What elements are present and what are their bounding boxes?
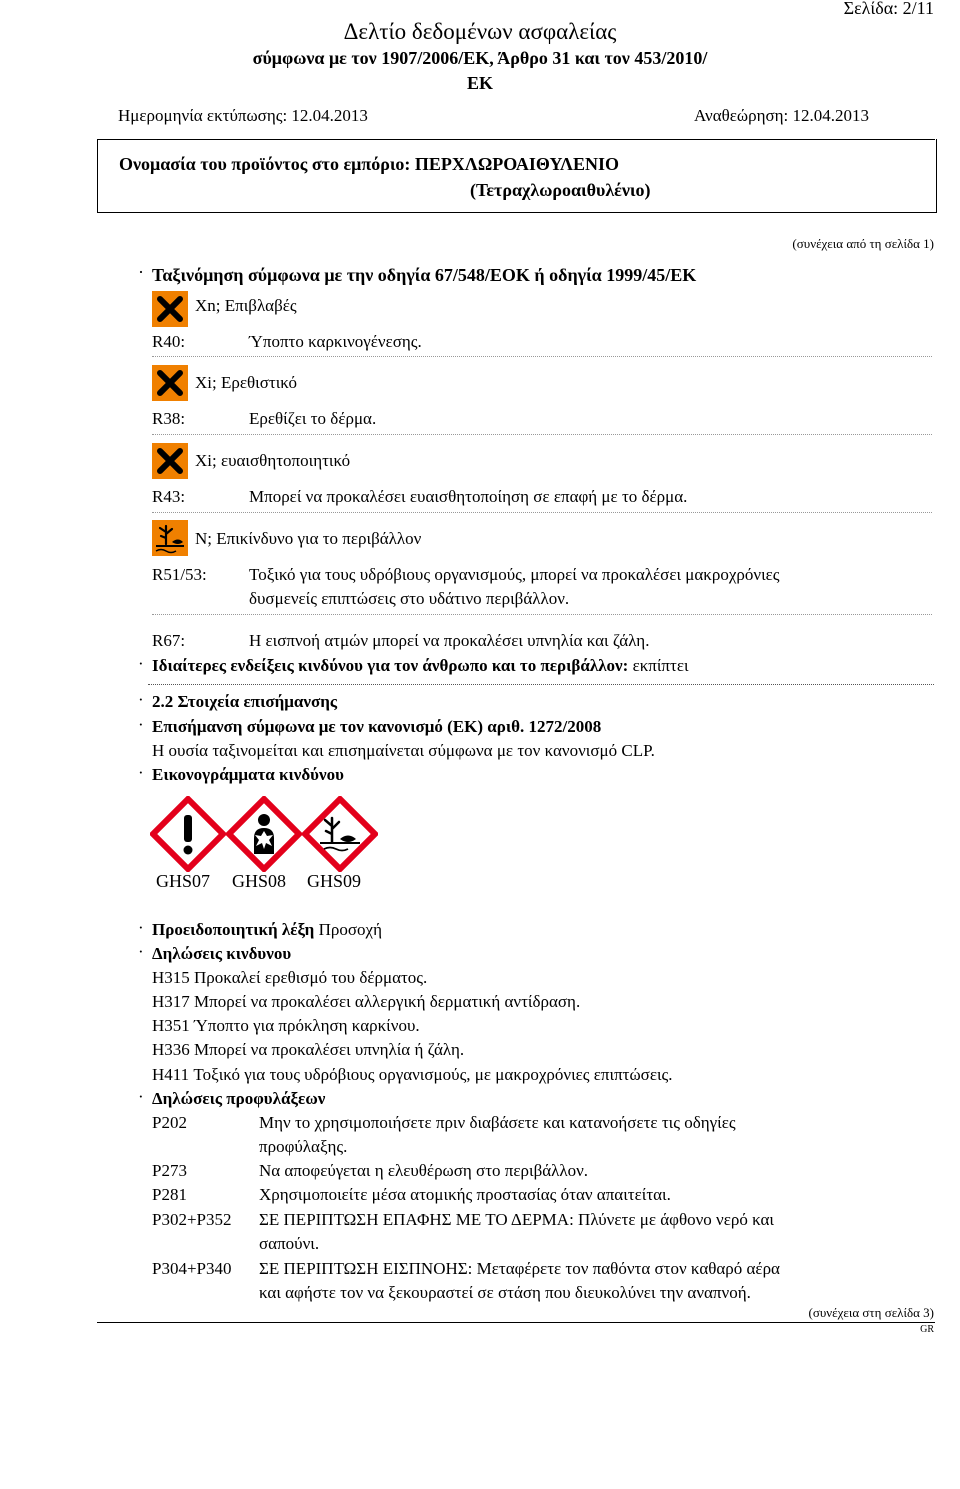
sensitising-x-icon: [152, 443, 188, 479]
precaution-text: ΣΕ ΠΕΡΙΠΤΩΣΗ ΕΙΣΠΝΟΗΣ: Μεταφέρετε τον παθόντα στον καθαρό αέρα: [259, 1259, 780, 1278]
text-r67: Η εισπνοή ατμών μπορεί να προκαλέσει υπνηλία και ζάλη.: [249, 631, 650, 650]
text-r38: Ερεθίζει το δέρμα.: [249, 409, 377, 428]
precaution-code: P273: [152, 1161, 187, 1180]
text-r51-53: Τοξικό για τους υδρόβιους οργανισμούς, μπορεί να προκαλέσει μακροχρόνιες: [249, 565, 780, 584]
signal-word-row: [152, 920, 382, 940]
ghs07-exclamation-icon: [150, 796, 226, 872]
environment-icon: [152, 520, 188, 556]
bullet: ·: [138, 654, 144, 673]
product-alt-name: (Τετραχλωροαιθυλένιο): [470, 180, 651, 200]
hazard-h315: H315 Προκαλεί ερεθισμό του δέρματος.: [152, 968, 428, 987]
precaution-code: P302+P352: [152, 1210, 232, 1229]
bullet: ·: [138, 918, 144, 937]
code-r67: R67:: [152, 631, 186, 650]
precaution-text: Μην το χρησιμοποιήσετε πριν διαβάσετε και κατανοήσετε τις οδηγίες: [259, 1113, 736, 1132]
revision-date: Αναθεώρηση: 12.04.2013: [694, 106, 869, 125]
page-number: Σελίδα: 2/11: [843, 0, 934, 18]
section-divider: [148, 684, 934, 685]
precaution-code: P304+P340: [152, 1259, 232, 1278]
regulation-label: Επισήμανση σύμφωνα με τον κανονισμό (ΕΚ) αριθ. 1272/2008: [152, 717, 602, 736]
precaution-text-cont: προφύλαξης.: [259, 1137, 348, 1156]
symbol-xi-sensitising: Xi; ευαισθητοποιητικό: [195, 451, 351, 470]
symbol-xi-irritant: Xi; Ερεθιστικό: [195, 373, 297, 392]
text-r40: Ύποπτο καρκινογένεσης.: [249, 332, 422, 351]
ghs08-label: GHS08: [232, 871, 287, 891]
ghs09-environment-icon: [302, 796, 378, 872]
code-r40: R40:: [152, 332, 186, 351]
special-hazards: [152, 656, 689, 676]
bullet: ·: [138, 763, 144, 782]
bullet: ·: [138, 1087, 144, 1106]
divider: [152, 356, 932, 357]
precaution-statements-label: Δηλώσεις προφυλάξεων: [152, 1089, 326, 1108]
ghs08-health-hazard-icon: [226, 796, 302, 872]
text-r51-53-cont: δυσμενείς επιπτώσεις στο υδάτινο περιβάλλον.: [249, 589, 570, 608]
product-name: Ονομασία του προϊόντος στο εμπόριο: ΠΕΡΧΛΩΡΟΑΙΘΥΛΕΝΙΟ: [119, 154, 619, 174]
bullet: ·: [138, 715, 144, 734]
pictograms-label: Εικονογράμματα κινδύνου: [152, 765, 344, 784]
precaution-text: Να αποφεύγεται η ελευθέρωση στο περιβάλλον.: [259, 1161, 589, 1180]
hazard-h351: H351 Ύποπτο για πρόκληση καρκίνου.: [152, 1016, 420, 1035]
symbol-n: N; Επικίνδυνο για το περιβάλλον: [195, 529, 422, 548]
footer-rule: [97, 1322, 935, 1323]
divider: [152, 512, 932, 513]
labelling-heading: 2.2 Στοιχεία επισήμανσης: [152, 692, 338, 711]
hazard-h411: H411 Τοξικό για τους υδρόβιους οργανισμούς, με μακροχρόνιες επιπτώσεις.: [152, 1065, 673, 1084]
hazard-h336: H336 Μπορεί να προκαλέσει υπνηλία ή ζάλη.: [152, 1040, 465, 1059]
hazard-h317: H317 Μπορεί να προκαλέσει αλλεργική δερματική αντίδραση.: [152, 992, 581, 1011]
precaution-text: ΣΕ ΠΕΡΙΠΤΩΣΗ ΕΠΑΦΗΣ ΜΕ ΤΟ ΔΕΡΜΑ: Πλύνετε με άφθονο νερό και: [259, 1210, 774, 1229]
bullet: ·: [138, 262, 144, 282]
divider: [152, 434, 932, 435]
document-subtitle: σύμφωνα με τον 1907/2006/ΕΚ, Άρθρο 31 και τον 453/2010/: [252, 48, 708, 68]
special-hazards-value: εκπίπτει: [632, 656, 689, 675]
bullet: ·: [138, 690, 144, 709]
bullet: ·: [138, 942, 144, 961]
continued-to: (συνέχεια στη σελίδα 3): [808, 1305, 934, 1320]
signal-word: Προσοχή: [318, 920, 382, 939]
continued-from: (συνέχεια από τη σελίδα 1): [792, 236, 934, 251]
language-code: GR: [920, 1324, 934, 1335]
document-title: Δελτίο δεδομένων ασφαλείας: [343, 19, 617, 44]
divider: [152, 614, 932, 615]
ghs07-label: GHS07: [156, 871, 211, 891]
harmful-x-icon: [152, 291, 188, 327]
symbol-xn: Xn; Επιβλαβές: [195, 296, 297, 315]
precaution-text-cont: σαπούνι.: [259, 1234, 320, 1253]
classification-heading: Ταξινόμηση σύμφωνα με την οδηγία 67/548/ΕΟΚ ή οδηγία 1999/45/ΕΚ: [152, 265, 697, 285]
regulation-text: Η ουσία ταξινομείται και επισημαίνεται σύμφωνα με τον κανονισμό CLP.: [152, 741, 655, 760]
precaution-text: Χρησιμοποιείτε μέσα ατομικής προστασίας όταν απαιτείται.: [259, 1185, 671, 1204]
precaution-code: P281: [152, 1185, 187, 1204]
text-r43: Μπορεί να προκαλέσει ευαισθητοποίηση σε επαφή με το δέρμα.: [249, 487, 688, 506]
precaution-text-cont: και αφήστε τον να ξεκουραστεί σε στάση που διευκολύνει την αναπνοή.: [259, 1283, 751, 1302]
precaution-code: P202: [152, 1113, 187, 1132]
hazard-statements-label: Δηλώσεις κινδυνου: [152, 944, 292, 963]
ghs09-label: GHS09: [307, 871, 362, 891]
code-r38: R38:: [152, 409, 186, 428]
signal-word-label: Προειδοποιητική λέξη: [152, 920, 315, 939]
document-subtitle-cont: ΕΚ: [466, 73, 493, 93]
code-r51-53: R51/53:: [152, 565, 207, 584]
print-date: Ημερομηνία εκτύπωσης: 12.04.2013: [118, 106, 368, 125]
code-r43: R43:: [152, 487, 186, 506]
product-box: [97, 139, 937, 213]
special-hazards-label: Ιδιαίτερες ενδείξεις κινδύνου για τον άνθρωπο και το περιβάλλον:: [152, 656, 629, 675]
irritant-x-icon: [152, 365, 188, 401]
